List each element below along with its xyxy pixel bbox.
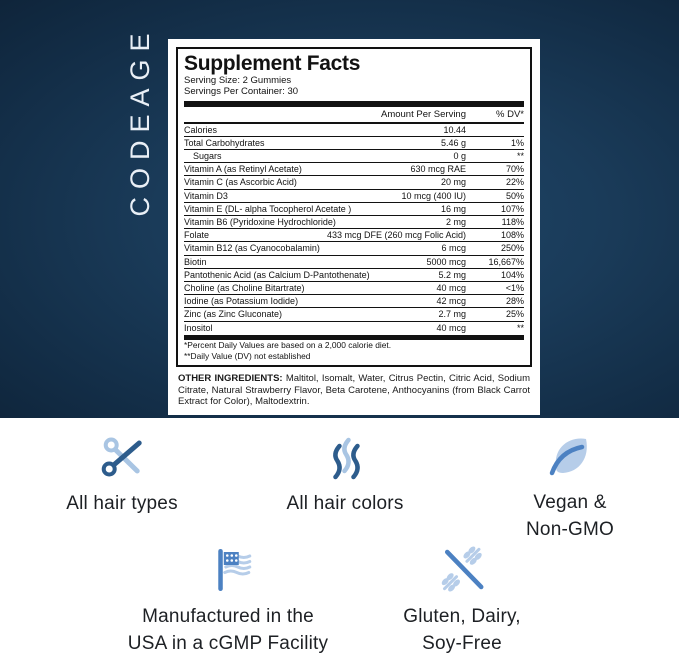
feature-label: Soy-Free — [422, 633, 502, 654]
nutrient-name: Vitamin E (DL- alpha Tocopherol Acetate ) — [184, 203, 352, 214]
table-row — [184, 175, 524, 188]
other-ingredients-text: Maltitol, Isomalt, Water, Citrus Pectin, Citric Acid, Sodium Citrate, Natural Strawberry Flavor, Beta Carotene, Anthocyanins (from Black Carrot Extract for Color), Maltodextrin. — [178, 373, 530, 408]
nutrient-amount: 2.7 mg — [438, 309, 466, 320]
servings-per-container: Servings Per Container: 30 — [184, 85, 299, 97]
nutrient-name: Calories — [184, 124, 218, 135]
nutrient-dv: 25% — [505, 309, 524, 320]
supplement-facts-title: Supplement Facts — [184, 52, 361, 75]
leaf-icon — [545, 431, 595, 481]
nutrient-dv: 108% — [500, 230, 524, 241]
nutrient-name: Inositol — [184, 322, 213, 333]
nutrient-amount: 40 mcg — [436, 322, 466, 333]
table-row — [184, 136, 524, 149]
nutrient-name: Vitamin C (as Ascorbic Acid) — [184, 177, 297, 188]
nutrient-amount: 10 mcg (400 IU) — [401, 190, 466, 201]
nutrient-amount: 433 mcg DFE (260 mcg Folic Acid) — [326, 230, 466, 241]
nutrient-dv: 22% — [505, 177, 524, 188]
serving-size: Serving Size: 2 Gummies — [184, 75, 292, 86]
feature-label: Non-GMO — [526, 519, 614, 540]
nutrient-name: Vitamin A (as Retinyl Acetate) — [184, 164, 302, 175]
feature-all-hair-colors — [286, 434, 403, 517]
nutrient-dv: 1% — [510, 137, 524, 148]
header-amount-per-serving: Amount Per Serving — [380, 108, 466, 120]
feature-label: Gluten, Dairy, — [403, 606, 521, 627]
other-ingredients-label: OTHER INGREDIENTS: — [178, 373, 283, 385]
feature-made-in-usa — [128, 545, 328, 657]
crossed-wheat-icon — [436, 545, 488, 595]
nutrient-name: Zinc (as Zinc Gluconate) — [184, 309, 283, 320]
nutrient-dv: ** — [516, 322, 524, 333]
nutrient-amount: 42 mcg — [436, 296, 466, 307]
feature-label: USA in a cGMP Facility — [127, 633, 329, 654]
nutrient-dv: 107% — [500, 203, 524, 214]
nutrient-dv: 28% — [505, 296, 524, 307]
nutrient-table — [184, 124, 524, 334]
nutrient-amount: 10.44 — [443, 124, 466, 135]
other-ingredients — [178, 373, 530, 408]
nutrient-dv: 16,667% — [488, 256, 524, 267]
nutrient-amount: 16 mg — [440, 203, 466, 214]
nutrient-name: Biotin — [184, 256, 207, 267]
nutrient-dv: <1% — [505, 283, 524, 294]
brand-logo: CODEAGE — [125, 25, 155, 217]
feature-label: All hair colors — [286, 493, 404, 514]
table-row — [184, 189, 524, 202]
table-header — [184, 107, 524, 124]
nutrient-amount: 0 g — [453, 151, 466, 161]
nutrient-amount: 6 mcg — [441, 243, 466, 254]
nutrient-name: Sugars — [193, 151, 222, 161]
nutrient-name: Choline (as Choline Bitartrate) — [184, 283, 305, 294]
nutrient-amount: 2 mg — [445, 217, 466, 228]
nutrient-amount: 5.46 g — [440, 137, 466, 148]
table-row — [184, 307, 524, 320]
hair-waves-icon — [323, 434, 367, 482]
nutrient-name: Vitamin D3 — [184, 190, 228, 201]
table-row — [184, 149, 524, 162]
footnote-daily-values: *Percent Daily Values are based on a 2,000 calorie diet. — [184, 340, 392, 351]
nutrient-dv: 104% — [500, 269, 524, 280]
feature-allergen-free — [403, 545, 521, 657]
nutrient-amount: 5000 mcg — [426, 256, 466, 267]
nutrient-amount: 20 mg — [440, 177, 466, 188]
nutrient-name: Vitamin B12 (as Cyanocobalamin) — [184, 243, 320, 254]
table-row — [184, 268, 524, 281]
nutrient-amount: 630 mcg RAE — [410, 164, 466, 175]
nutrient-name: Total Carbohydrates — [184, 137, 265, 148]
table-row — [184, 294, 524, 307]
feature-label: Vegan & — [533, 492, 607, 513]
nutrient-name: Folate — [184, 230, 210, 241]
scissors-icon — [98, 434, 146, 482]
feature-label: All hair types — [66, 493, 178, 514]
nutrient-dv: 70% — [505, 164, 524, 175]
table-row — [184, 124, 524, 136]
footnote-dv-not-established: **Daily Value (DV) not established — [184, 350, 311, 361]
feature-all-hair-types — [66, 434, 178, 517]
table-row — [184, 321, 524, 334]
table-row — [184, 215, 524, 228]
nutrient-amount: 5.2 mg — [438, 269, 466, 280]
table-row — [184, 162, 524, 175]
feature-vegan-non-gmo — [526, 431, 614, 543]
usa-flag-icon — [201, 545, 255, 595]
nutrient-name: Iodine (as Potassium Iodide) — [184, 296, 299, 307]
nutrient-name: Vitamin B6 (Pyridoxine Hydrochloride) — [184, 217, 336, 228]
supplement-facts-panel — [168, 39, 540, 415]
nutrient-dv: 50% — [505, 190, 524, 201]
supplement-facts-box — [176, 47, 532, 367]
table-row — [184, 281, 524, 294]
nutrient-dv: 118% — [501, 217, 524, 228]
feature-label: Manufactured in the — [142, 606, 314, 627]
nutrient-dv: 250% — [500, 243, 524, 254]
table-row — [184, 202, 524, 215]
nutrient-name: Pantothenic Acid (as Calcium D-Pantothenate) — [184, 269, 370, 280]
table-row — [184, 228, 524, 241]
header-percent-dv: % DV* — [496, 108, 524, 120]
table-row — [184, 255, 524, 268]
nutrient-amount: 40 mcg — [436, 283, 466, 294]
nutrient-dv: ** — [516, 151, 524, 161]
table-row — [184, 241, 524, 254]
